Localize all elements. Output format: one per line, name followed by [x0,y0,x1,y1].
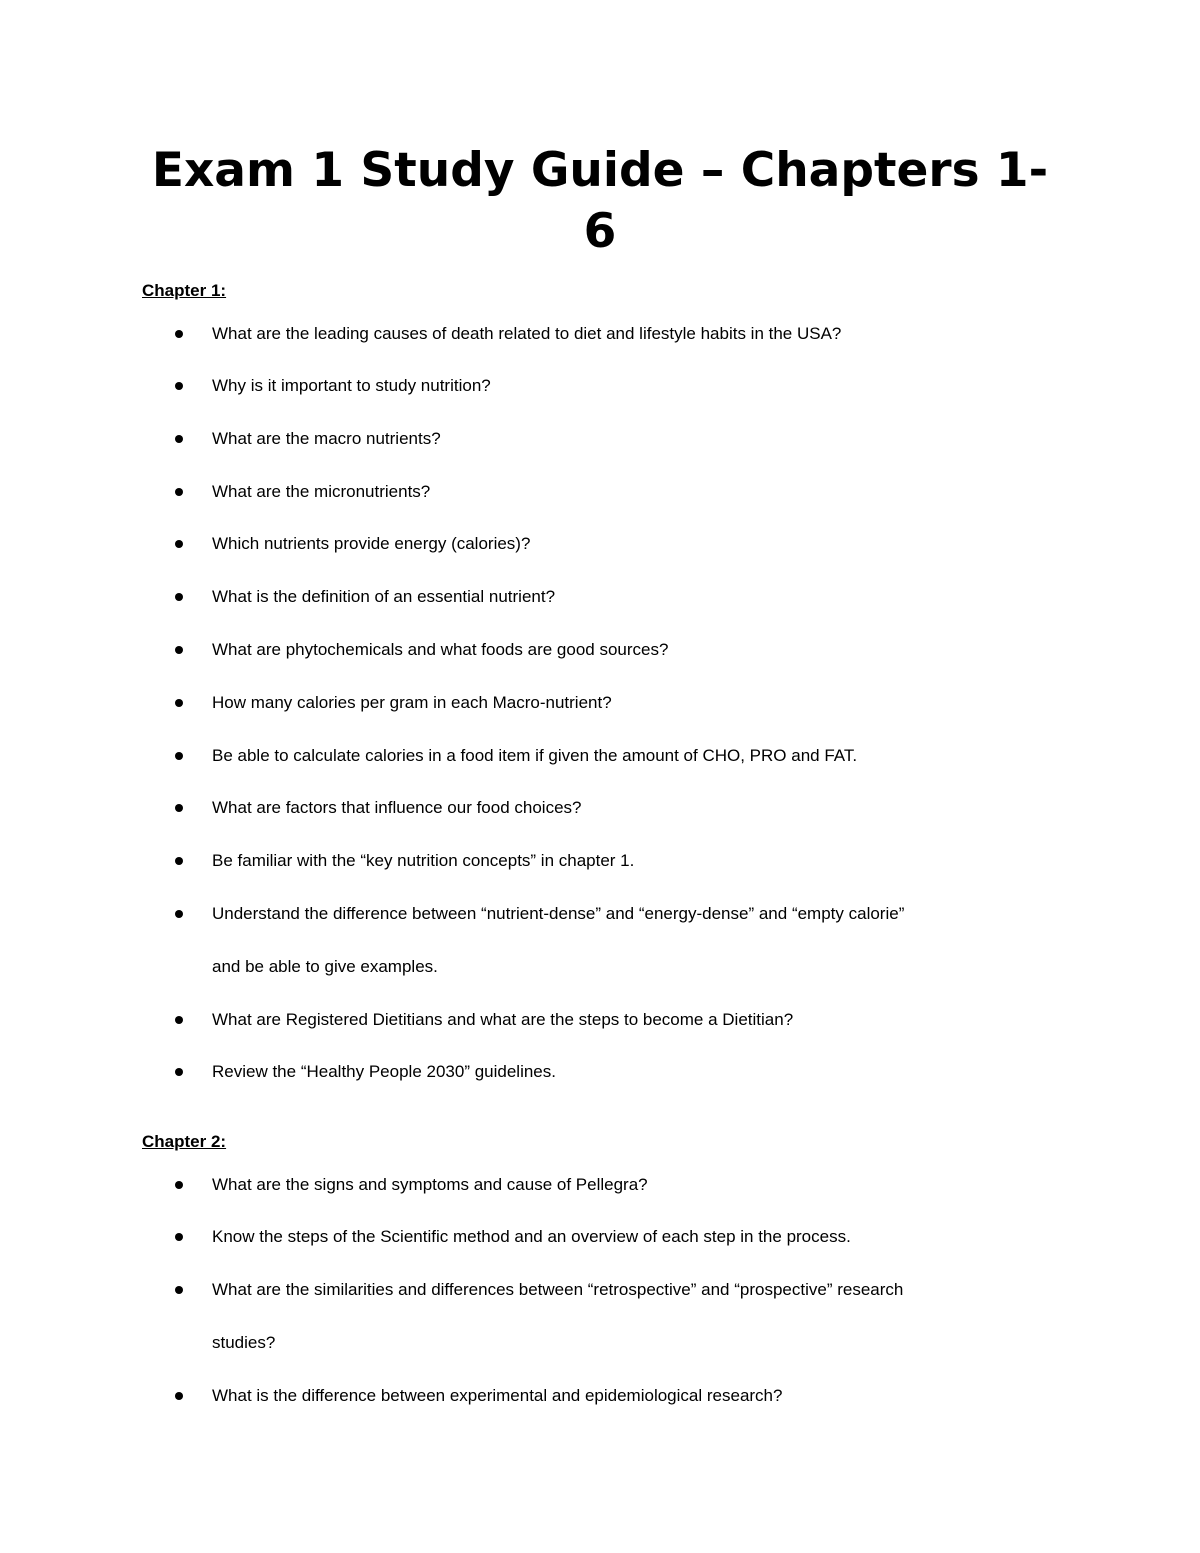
bullet-icon [175,540,183,548]
list-item [0,1059,1200,1085]
list-item-text: What are the leading causes of death related to diet and lifestyle habits in the USA? [212,324,842,343]
bullet-icon [175,699,183,707]
list-item [0,637,1200,663]
bullet-icon [175,1392,183,1400]
list-item [0,690,1200,716]
list-item-text: What are the micronutrients? [212,482,431,501]
list-item-text: Which nutrients provide energy (calories)? [212,534,531,553]
list-item-text: Understand the difference between “nutrient-dense” and “energy-dense” and “empty calorie” [212,904,905,923]
chapter-heading-1: Chapter 1: [142,281,227,300]
list-item-text: What is the difference between experimental and epidemiological research? [212,1386,783,1405]
bullet-icon [175,857,183,865]
list-item [0,901,1200,976]
list-item-text: How many calories per gram in each Macro-nutrient? [212,693,612,712]
bullet-icon [175,1286,183,1294]
list-item-text: Why is it important to study nutrition? [212,376,491,395]
list-item [0,795,1200,821]
list-item-text: Be familiar with the “key nutrition concepts” in chapter 1. [212,851,635,870]
list-item [0,1224,1200,1250]
list-item [0,426,1200,452]
bullet-icon [175,1181,183,1189]
list-item-text: What are the macro nutrients? [212,429,441,448]
list-item [0,1383,1200,1409]
list-item-text: Be able to calculate calories in a food item if given the amount of CHO, PRO and FAT. [212,746,858,765]
list-item-text: What are factors that influence our food choices? [212,798,582,817]
list-item-continuation: studies? [212,1333,276,1352]
list-item [0,848,1200,874]
bullet-icon [175,646,183,654]
list-item-text: What is the definition of an essential nutrient? [212,587,556,606]
list-item [0,1007,1200,1033]
list-item [0,1172,1200,1198]
list-item [0,584,1200,610]
list-item-text: What are the similarities and differences between “retrospective” and “prospective” research [212,1280,904,1299]
list-item-text: What are Registered Dietitians and what are the steps to become a Dietitian? [212,1010,794,1029]
bullet-icon [175,488,183,496]
list-item [0,321,1200,347]
bullet-icon [175,752,183,760]
list-item-text: What are phytochemicals and what foods are good sources? [212,640,669,659]
list-item-text: What are the signs and symptoms and cause of Pellegra? [212,1175,648,1194]
chapter-heading-2: Chapter 2: [142,1132,227,1151]
bullet-icon [175,382,183,390]
list-item [0,373,1200,399]
list-item-text: Review the “Healthy People 2030” guidelines. [212,1062,556,1081]
list-item [0,479,1200,505]
bullet-icon [175,910,183,918]
list-item [0,1277,1200,1352]
bullet-icon [175,1068,183,1076]
bullet-icon [175,1233,183,1241]
bullet-icon [175,593,183,601]
bullet-icon [175,330,183,338]
list-item [0,531,1200,557]
list-item-continuation: and be able to give examples. [212,957,438,976]
page-title: Exam 1 Study Guide – Chapters 1-6 [151,143,1049,259]
bullet-icon [175,804,183,812]
bullet-icon [175,1016,183,1024]
list-item-text: Know the steps of the Scientific method and an overview of each step in the process. [212,1227,851,1246]
list-item [0,743,1200,769]
bullet-icon [175,435,183,443]
